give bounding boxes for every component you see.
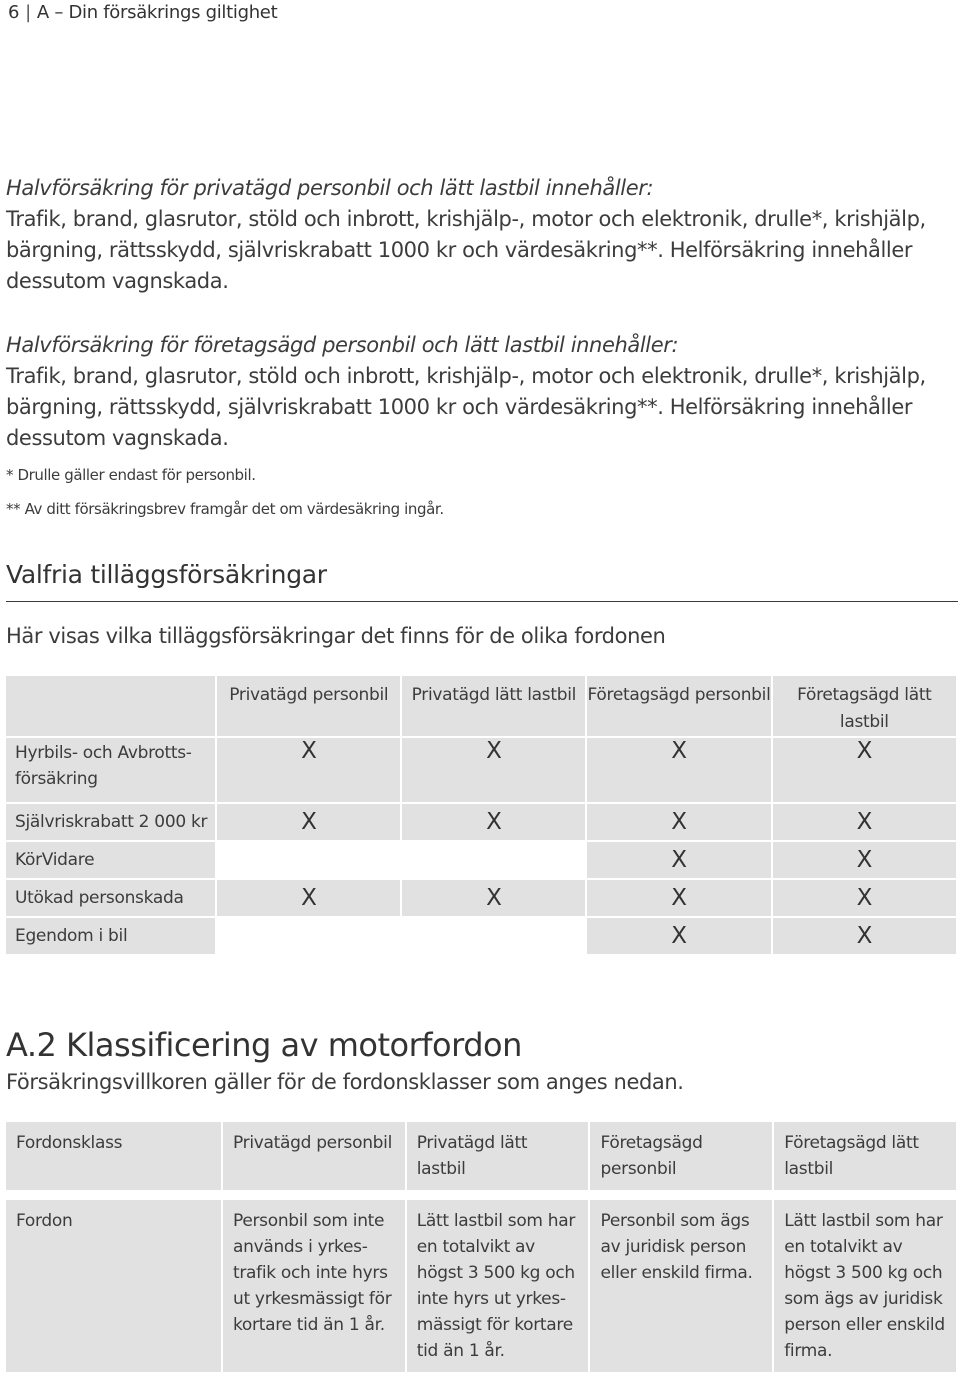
cross-mark: X [856, 922, 873, 949]
col-header: Företagsägd personbil [587, 676, 770, 736]
row-label: Självriskrabatt 2 000 kr [6, 804, 215, 840]
table-row [6, 880, 956, 916]
cross-mark: X [671, 808, 687, 835]
coverage-cell-empty [217, 918, 400, 954]
col-header: Privatägd lätt lastbil [402, 676, 585, 736]
footnote-vardesakring: ** Av ditt försäkringsbrev framgår det om värdesäkring ingår. [6, 500, 444, 518]
cross-mark: X [671, 922, 687, 949]
classification-table [4, 1120, 958, 1374]
col-header: Företagsägd personbil [590, 1122, 772, 1190]
coverage-cell [773, 880, 956, 916]
cross-mark: X [301, 738, 317, 764]
page-number: 6 [8, 2, 20, 23]
company-coverage-block [6, 330, 956, 454]
row-label: Hyrbils- och Avbrotts-försäkring [6, 738, 215, 802]
addons-table [4, 674, 958, 956]
addons-lead: Här visas vilka tilläggsförsäkringar det finns för de olika fordonen [6, 624, 666, 648]
private-coverage-title: Halvförsäkring för privatägd personbil och lätt lastbil innehåller: [6, 176, 654, 200]
coverage-cell-empty [217, 842, 400, 878]
coverage-cell [773, 918, 956, 954]
coverage-cell [587, 842, 770, 878]
col-header: Privatägd personbil [223, 1122, 405, 1190]
classification-lead: Försäkringsvillkoren gäller för de fordonsklasser som anges nedan. [6, 1070, 684, 1094]
cross-mark: X [856, 846, 873, 873]
addons-header-row [6, 676, 956, 736]
private-coverage-body: Trafik, brand, glasrutor, stöld och inbrott, krishjälp-, motor och elektronik, drulle*, krishjälp, bärgning, rättsskydd, självriskrabatt 1000 kr och värdesäkring**. Helförsäkring innehåller dessutom vagnskada. [6, 207, 926, 293]
coverage-cell [217, 804, 400, 840]
row-label: Utökad personskada [6, 880, 215, 916]
row-label: KörVidare [6, 842, 215, 878]
cross-mark: X [486, 738, 502, 764]
cross-mark: X [856, 738, 873, 764]
col-header: Företagsägd lätt lastbil [773, 676, 956, 736]
cross-mark: X [486, 808, 502, 835]
private-coverage-block [6, 173, 956, 297]
coverage-cell-empty [402, 918, 585, 954]
section-title: A – Din försäkrings giltighet [36, 2, 278, 23]
class-cell: Personbil som ägs av juridisk person eller enskild firma. [590, 1200, 772, 1372]
table-row [6, 1200, 956, 1372]
cross-mark: X [486, 884, 502, 911]
coverage-cell [402, 880, 585, 916]
coverage-cell [402, 738, 585, 802]
coverage-cell-empty [402, 842, 585, 878]
col-header: Företagsägd lätt lastbil [774, 1122, 956, 1190]
table-row [6, 804, 956, 840]
coverage-cell [773, 738, 956, 802]
row-label: Fordon [6, 1200, 221, 1372]
cross-mark: X [301, 808, 317, 835]
row-gap [6, 1192, 956, 1198]
coverage-cell [587, 918, 770, 954]
coverage-cell [587, 738, 770, 802]
class-cell: Lätt lastbil som har en totalvikt av högst 3 500 kg och inte hyrs ut yrkes-mässigt för kortare tid än 1 år. [407, 1200, 589, 1372]
coverage-cell [217, 880, 400, 916]
coverage-cell [773, 804, 956, 840]
class-cell: Lätt lastbil som har en totalvikt av högst 3 500 kg och som ägs av juridisk person eller enskild firma. [774, 1200, 956, 1372]
col-header: Privatägd personbil [217, 676, 400, 736]
col-header: Privatägd lätt lastbil [407, 1122, 589, 1190]
class-cell: Personbil som inte används i yrkes-trafik och inte hyrs ut yrkesmässigt för kortare tid än 1 år. [223, 1200, 405, 1372]
coverage-cell [773, 842, 956, 878]
table-row [6, 842, 956, 878]
page-header [8, 2, 277, 23]
col-header: Fordonsklass [6, 1122, 221, 1190]
header-separator: | [25, 2, 31, 23]
coverage-cell [402, 804, 585, 840]
table-row [6, 918, 956, 954]
company-coverage-title: Halvförsäkring för företagsägd personbil och lätt lastbil innehåller: [6, 333, 679, 357]
footnote-drulle: * Drulle gäller endast för personbil. [6, 466, 256, 484]
table-row [6, 738, 956, 802]
company-coverage-body: Trafik, brand, glasrutor, stöld och inbrott, krishjälp-, motor och elektronik, drulle*, krishjälp, bärgning, rättsskydd, självriskrabatt 1000 kr och värdesäkring**. Helförsäkring innehåller dessutom vagnskada. [6, 364, 926, 450]
classification-header-row [6, 1122, 956, 1190]
cross-mark: X [301, 884, 317, 911]
cross-mark: X [671, 846, 687, 873]
cross-mark: X [671, 738, 687, 764]
classification-heading: A.2 Klassificering av motorfordon [6, 1026, 522, 1064]
cross-mark: X [856, 808, 873, 835]
addons-header-empty [6, 676, 215, 736]
cross-mark: X [671, 884, 687, 911]
row-label: Egendom i bil [6, 918, 215, 954]
coverage-cell [587, 804, 770, 840]
addons-heading: Valfria tilläggsförsäkringar [6, 560, 327, 589]
heading-divider [6, 601, 958, 602]
coverage-cell [587, 880, 770, 916]
cross-mark: X [856, 884, 873, 911]
coverage-cell [217, 738, 400, 802]
